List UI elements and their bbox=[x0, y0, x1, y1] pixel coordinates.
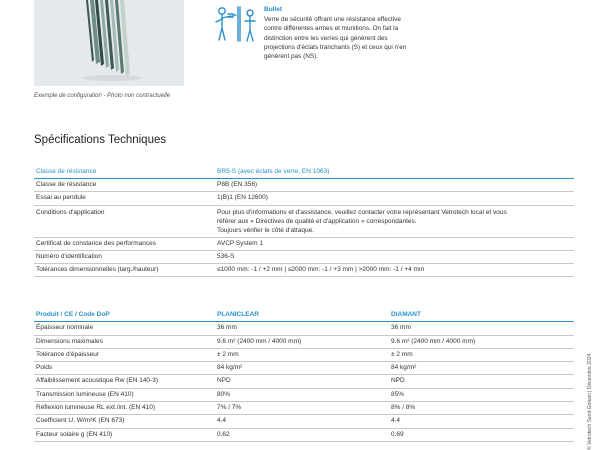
row-label: Tolérance d'épaisseur bbox=[36, 350, 100, 358]
table-row bbox=[34, 205, 574, 237]
row-label: Transmission lumineuse (EN 410) bbox=[36, 390, 134, 398]
table-row bbox=[34, 362, 574, 375]
table-header-cell: PLANICLEAR bbox=[217, 311, 259, 318]
row-label: Épaisseur nominale bbox=[36, 324, 94, 332]
bullet-title: Bullet bbox=[264, 6, 283, 13]
product-specs-table bbox=[34, 309, 574, 442]
bullet-line: distinction entre les verres qui génèrent des bbox=[264, 34, 388, 42]
shooter-with-glass-shield-icon bbox=[214, 4, 258, 44]
table-row bbox=[34, 179, 574, 192]
row-label: Essai au pendule bbox=[36, 194, 86, 202]
bullet-feature bbox=[264, 6, 434, 61]
row-label: Poids bbox=[36, 364, 53, 372]
row-value: 0.69 bbox=[391, 430, 404, 438]
table-row bbox=[34, 375, 574, 388]
row-label: Classe de résistance bbox=[36, 181, 97, 189]
row-value-line: Pour plus d'informations et d'assistance, veuillez contacter votre représentant Vetrotech local et vous bbox=[217, 208, 507, 216]
row-value: 9.6 m² (2400 mm / 4000 mm) bbox=[217, 337, 302, 345]
table-row bbox=[34, 335, 574, 348]
product-photo bbox=[34, 0, 184, 86]
row-value: 36 mm bbox=[217, 324, 237, 332]
row-value: 84 kg/m² bbox=[217, 364, 243, 372]
row-value: 1(B)1 (EN 12600) bbox=[217, 194, 268, 202]
row-value: 7% / 7% bbox=[217, 404, 242, 412]
bullet-line: génèrent pas (NS). bbox=[264, 53, 318, 61]
table-row bbox=[34, 388, 574, 401]
row-value: NPD bbox=[391, 377, 405, 385]
row-value: 85% bbox=[391, 390, 405, 398]
section-title: Spécifications Techniques bbox=[34, 134, 167, 146]
table-header-cell: BR5-S (avec éclats de verre, EN 1063) bbox=[217, 168, 330, 175]
row-value bbox=[215, 205, 574, 237]
row-label: Certificat de constance des performances bbox=[36, 239, 156, 247]
row-value: ± 2 mm bbox=[217, 350, 239, 358]
table-row bbox=[34, 250, 574, 263]
row-value-line: référer aux « Directives de qualité et d'application » correspondantes. bbox=[217, 217, 417, 225]
row-label: Facteur solaire g (EN 410) bbox=[36, 430, 113, 438]
row-value-line: Toujours vérifier le côté d'attaque. bbox=[217, 226, 314, 234]
bullet-line: Verre de sécurité offrant une résistance effective bbox=[264, 16, 401, 23]
row-value: 9.6 m² (2400 mm / 4000 mm) bbox=[391, 337, 476, 345]
table-header-cell: Classe de résistance bbox=[36, 168, 97, 175]
table-row bbox=[34, 415, 574, 428]
row-value: 8% / 8% bbox=[391, 404, 416, 412]
bullet-description bbox=[264, 15, 434, 61]
table-header-row bbox=[34, 309, 574, 322]
row-value: 84 kg/m² bbox=[391, 364, 417, 372]
row-label: Dimensions maximales bbox=[36, 337, 103, 345]
row-label: Réflexion lumineuse RL ext./int. (EN 410) bbox=[36, 404, 155, 412]
row-value: NPD bbox=[217, 377, 231, 385]
row-label: Affaiblissement acoustique Rw (EN 140-3) bbox=[36, 377, 158, 385]
row-value: 36 mm bbox=[391, 324, 411, 332]
row-value: 4.4 bbox=[391, 417, 401, 425]
row-value: ≤1000 mm: -1 / +2 mm | ≤2000 mm: -1 / +3 mm | >2000 mm: -1 / +4 mm bbox=[217, 266, 425, 274]
table-header-row bbox=[34, 166, 574, 179]
bullet-line: projections d'éclats tranchants (S) et ceux qui n'en bbox=[264, 43, 407, 51]
row-label: Numéro d'identification bbox=[36, 252, 102, 260]
row-value: 4.4 bbox=[217, 417, 227, 425]
table-row bbox=[34, 348, 574, 361]
glass-stack-illustration bbox=[34, 0, 184, 86]
table-header-cell: Produit / CE / Code DoP bbox=[36, 311, 110, 318]
row-value: P8B (EN 356) bbox=[217, 181, 258, 189]
row-label: Coefficient U, W/m²K (EN 673) bbox=[36, 417, 125, 425]
table-row bbox=[34, 402, 574, 415]
table-row bbox=[34, 192, 574, 205]
bullet-line: contre différentes armes et munitions. On fait la bbox=[264, 25, 399, 33]
row-value: 0.62 bbox=[217, 430, 230, 438]
table-row bbox=[34, 322, 574, 335]
row-value: 80% bbox=[217, 390, 231, 398]
table-header-cell: DIAMANT bbox=[391, 311, 421, 318]
table-row bbox=[34, 428, 574, 441]
row-value: 536-S bbox=[217, 252, 235, 260]
row-value: AVCP System 1 bbox=[217, 239, 263, 247]
table-row bbox=[34, 237, 574, 250]
photo-caption: Exemple de configuration - Photo non contractuelle bbox=[34, 93, 171, 99]
table-row bbox=[34, 264, 574, 277]
copyright-note: © Vetrotech Saint-Gobain | Décembre 2024 bbox=[587, 353, 593, 450]
row-value: ± 2 mm bbox=[391, 350, 413, 358]
row-label: Tolérances dimensionnelles (larg./hauteur) bbox=[36, 266, 159, 274]
resistance-specs-table bbox=[34, 166, 574, 277]
row-label: Conditions d'application bbox=[36, 208, 105, 216]
